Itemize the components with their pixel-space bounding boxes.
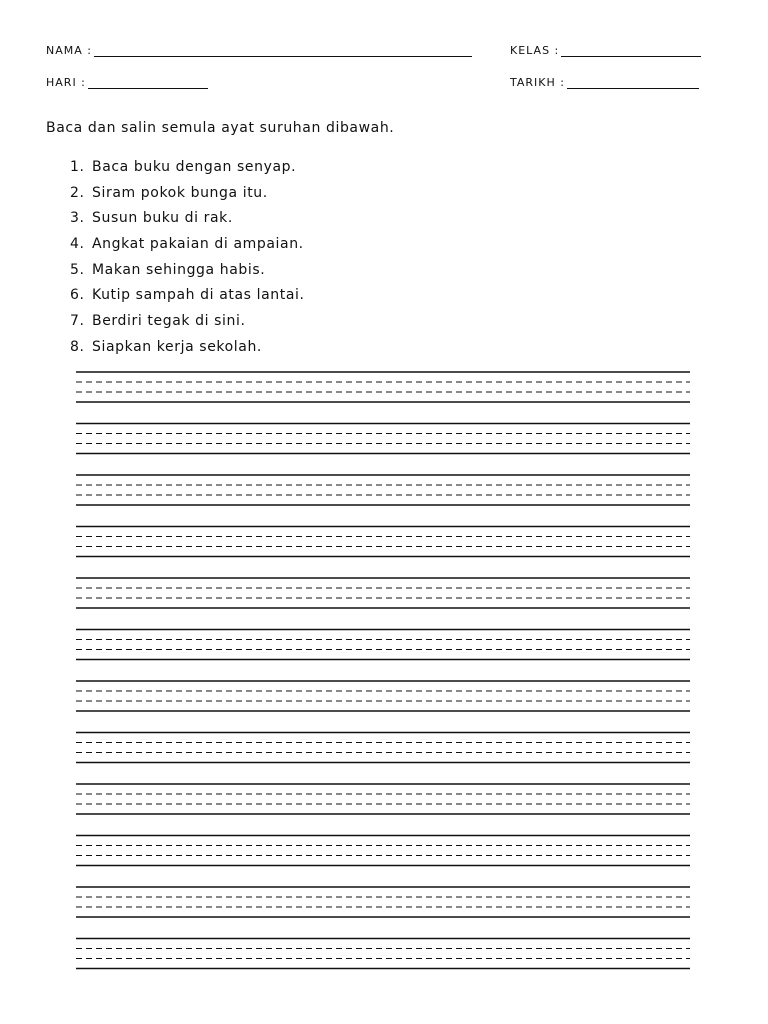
writing-line-set[interactable] [76,424,690,454]
sentence-text: Makan sehingga habis. [92,261,266,278]
sentence-text: Kutip sampah di atas lantai. [92,287,305,304]
writing-line-set[interactable] [76,939,690,969]
class-label: KELAS : [510,44,560,57]
writing-line-set[interactable] [76,578,690,608]
sentence-text: Angkat pakaian di ampaian. [92,236,304,253]
writing-line-set[interactable] [76,475,690,505]
sentence-number: 8. [70,338,85,355]
sentence-number: 5. [70,261,85,278]
writing-line-set[interactable] [76,630,690,660]
instruction-text: Baca dan salin semula ayat suruhan dibawah. [46,120,395,136]
sentence-text: Baca buku dengan senyap. [92,159,297,175]
sentence-text: Susun buku di rak. [92,210,233,227]
sentence-number: 1. [70,159,85,175]
sentence-text: Siapkan kerja sekolah. [92,338,262,355]
sentence-text: Berdiri tegak di sini. [92,313,246,330]
sentence-number: 6. [70,287,85,304]
name-label: NAMA : [46,44,92,57]
sentence-number: 3. [70,210,85,227]
writing-line-set[interactable] [76,681,690,711]
writing-line-set[interactable] [76,887,690,917]
writing-line-set[interactable] [76,836,690,866]
writing-line-set[interactable] [76,733,690,763]
sentence-text: Siram pokok bunga itu. [92,184,268,201]
sentence-number: 2. [70,184,85,201]
writing-line-set[interactable] [76,372,690,402]
sentence-number: 4. [70,236,85,253]
writing-line-set[interactable] [76,527,690,557]
writing-line-set[interactable] [76,784,690,814]
date-label: TARIKH : [510,76,565,89]
sentence-number: 7. [70,313,85,330]
day-label: HARI : [46,76,86,89]
